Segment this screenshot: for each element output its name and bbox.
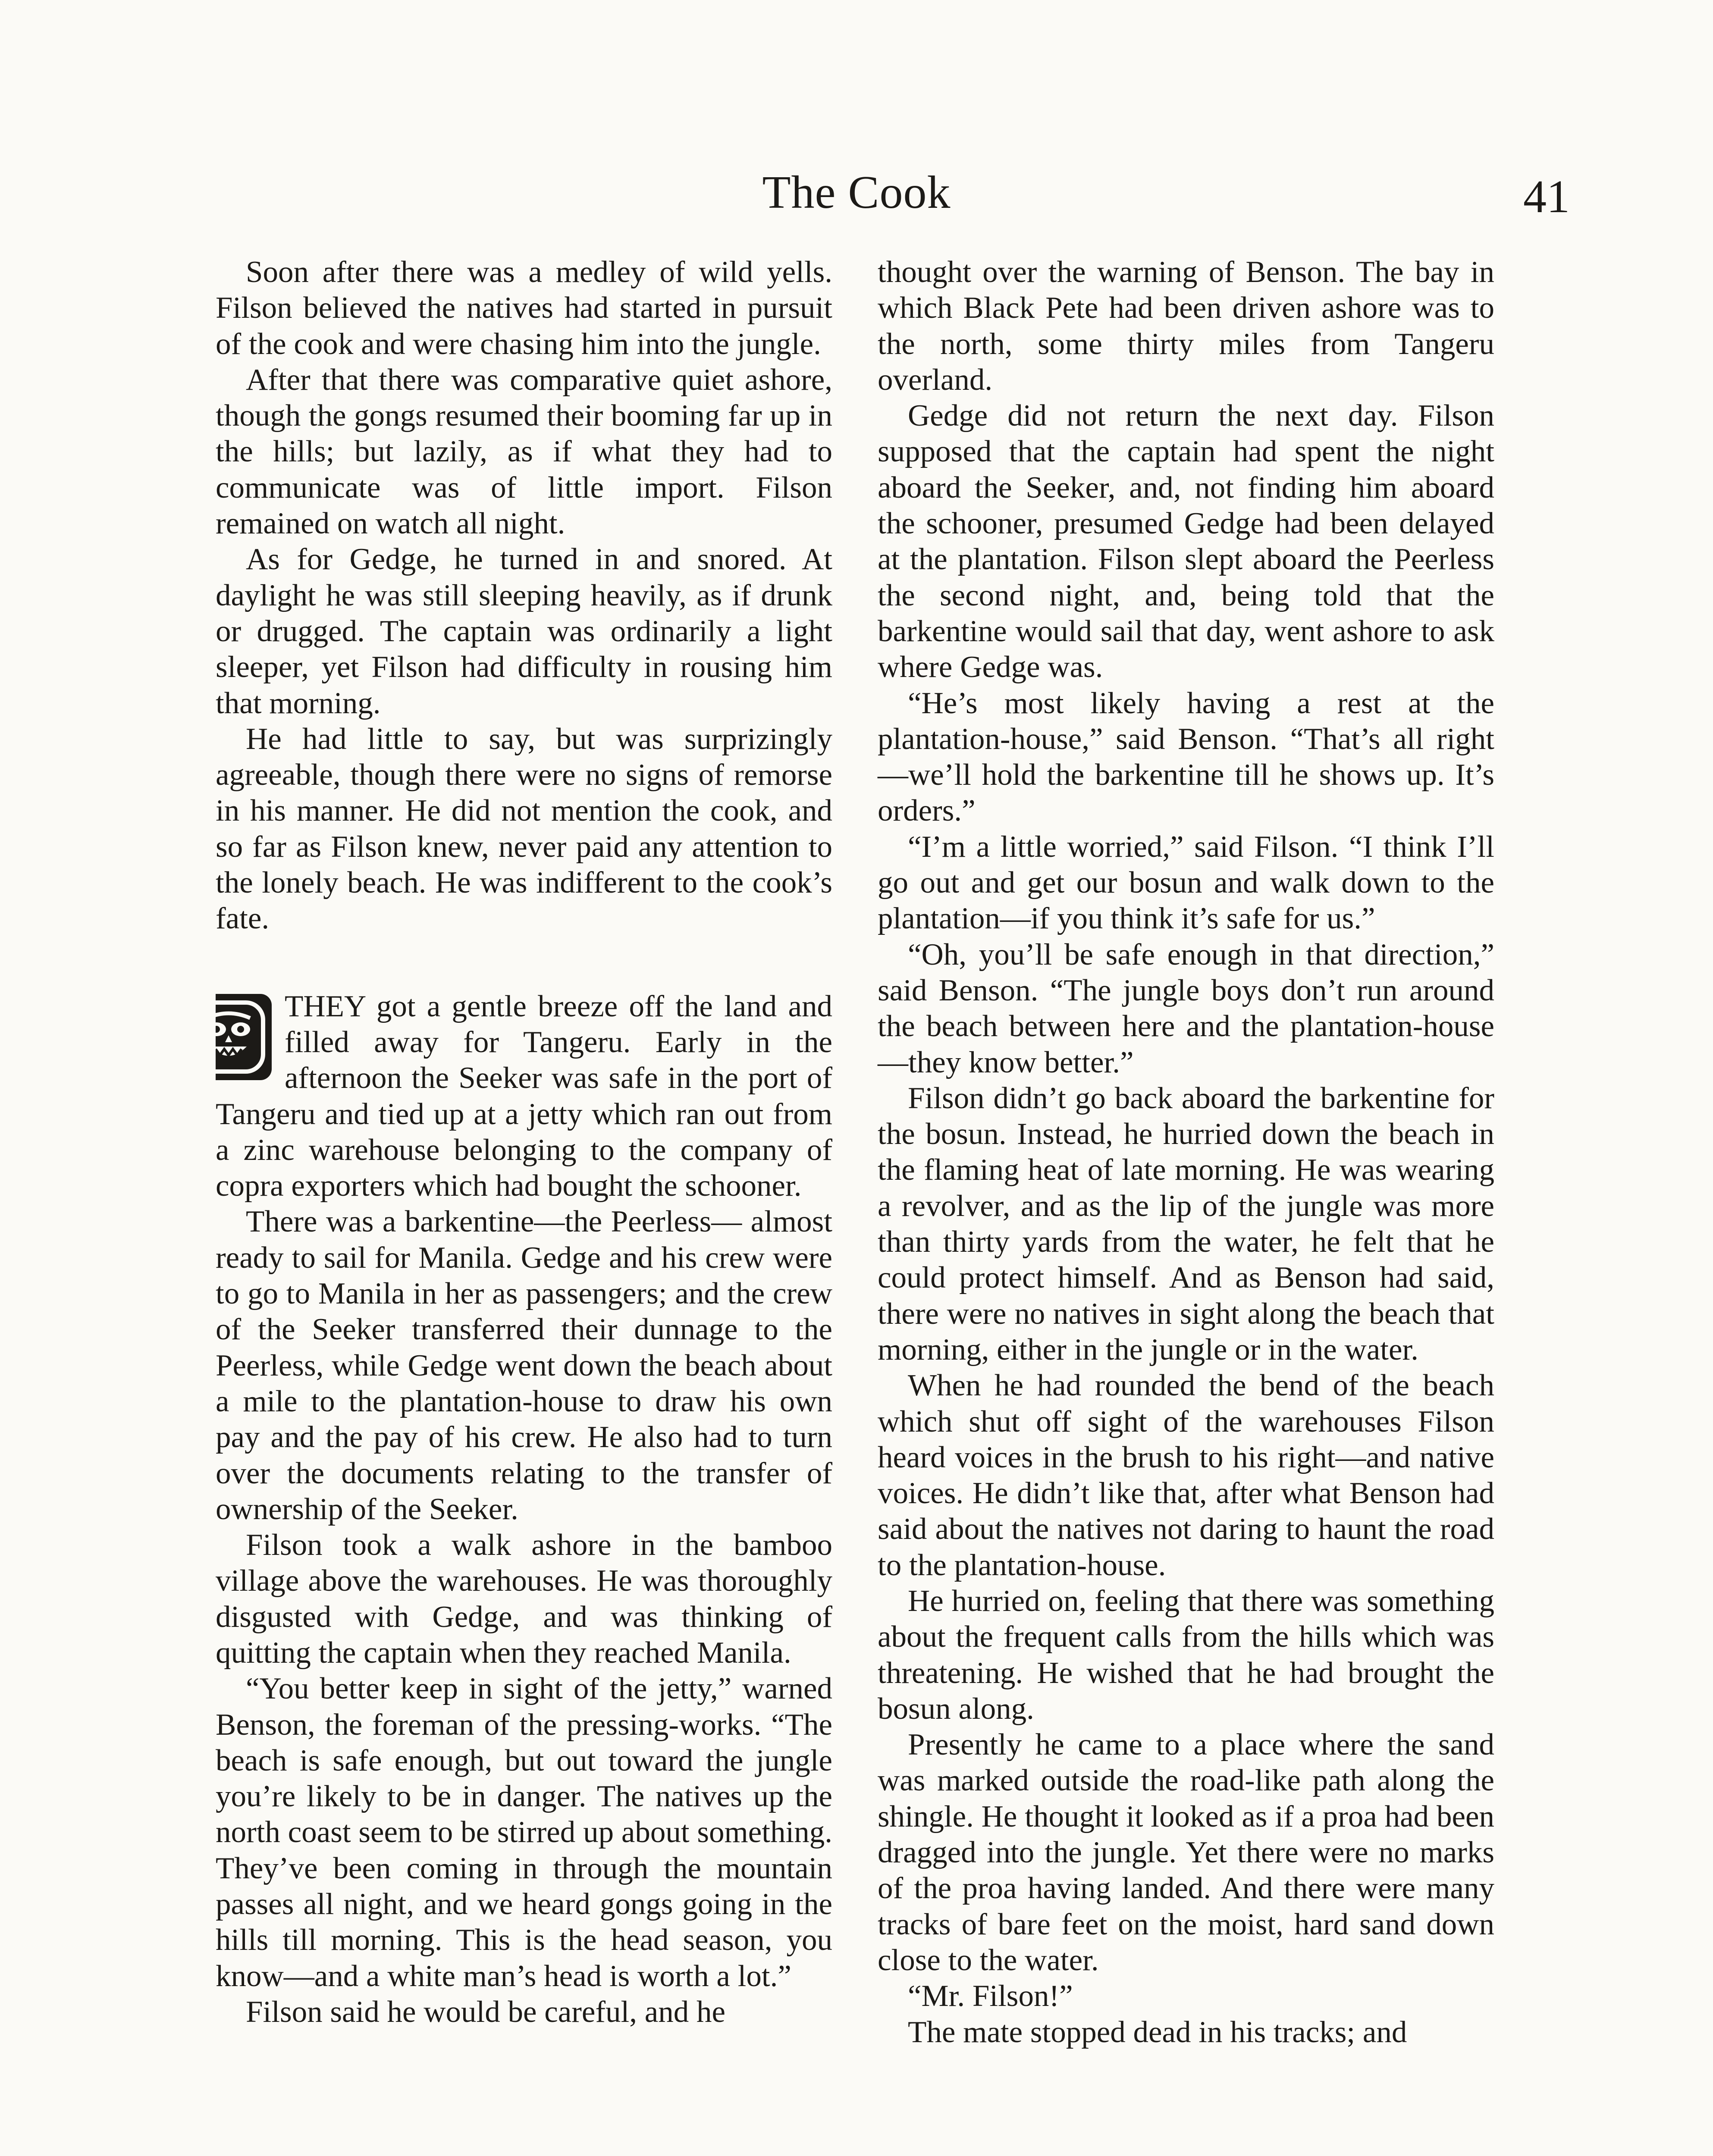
section-opening [216,989,832,1204]
continued-paragraph: thought over the warning of Benson. The bay in which Black Pete had been driven ashore was to the north, some thirty miles from Tangeru overland. [878,255,1494,397]
paragraph: Filson said he would be careful, and he [246,1995,726,2029]
running-title: The Cook [762,167,951,218]
paragraph: The mate stopped dead in his tracks; and [908,2015,1407,2049]
opening-paragraph: THEY got a gentle breeze off the land and filled away for Tangeru. Early in the afternoon the Seeker was safe in the port of Tangeru and tied up at a jetty which ran out from a zinc warehouse belonging to the company of copra exporters which had bought the schooner. [216,989,832,1203]
carved-mask-icon [216,994,272,1080]
page-header [0,0,1713,241]
paragraph: “He’s most likely having a rest at the plantation-house,” said Benson. “That’s all right—we’ll hold the barkentine till he shows up. It’s orders.” [878,686,1494,828]
paragraph: He had little to say, but was surprizingly agreeable, though there were no signs of remorse in his manner. He did not mention the cook, and so far as Filson knew, never paid any attention to the lonely beach. He was indifferent to the cook’s fate. [216,722,832,936]
paragraph: Soon after there was a medley of wild yells. Filson believed the natives had started in pursuit of the cook and were chasing him into the jungle. [216,255,832,361]
page-number: 41 [1523,171,1570,222]
paragraph: “Oh, you’ll be safe enough in that direction,” said Benson. “The jungle boys don’t run around the beach between here and the plantation-house—they know better.” [878,937,1494,1079]
paragraph: After that there was comparative quiet ashore, though the gongs resumed their booming far up in the hills; but lazily, as if what they had to communicate was of little import. Filson remained on watch all night. [216,363,832,541]
paragraph: “You better keep in sight of the jetty,” warned Benson, the foreman of the pressing-works. “The beach is safe enough, but out toward the jungle you’re likely to be in danger. The natives up the north coast seem to be stirred up about something. They’ve been coming in through the mountain passes all night, and we heard gongs going in the hills till morning. This is the head season, you know—and a white man’s head is worth a lot.” [216,1672,832,1993]
paragraph: Presently he came to a place where the sand was marked outside the road-like path along the shingle. He thought it looked as if a proa had been dragged into the jungle. Yet there were no marks of the proa having landed. And there were many tracks of bare feet on the moist, hard sand down close to the water. [878,1728,1494,1977]
right-column [878,254,1494,2050]
paragraph: Filson took a walk ashore in the bamboo village above the warehouses. He was thoroughly disgusted with Gedge, and was thinking of quitting the captain when they reached Manila. [216,1528,832,1670]
paragraph: “I’m a little worried,” said Filson. “I think I’ll go out and get our bosun and walk down to the plantation—if you think it’s safe for us.” [878,830,1494,936]
paragraph: As for Gedge, he turned in and snored. At daylight he was still sleeping heavily, as if drunk or drugged. The captain was ordinarily a light sleeper, yet Filson had difficulty in rousing him that morning. [216,542,832,720]
paragraph: When he had rounded the bend of the beach which shut off sight of the warehouses Filson heard voices in the brush to his right—and native voices. He didn’t like that, after what Benson had said about the natives not daring to haunt the road to the plantation-house. [878,1369,1494,1582]
paragraph: Filson didn’t go back aboard the barkentine for the bosun. Instead, he hurried down the beach in the flaming heat of late morning. He was wearing a revolver, and as the lip of the jungle was more than thirty yards from the water, he felt that he could protect himself. And as Benson had said, there were no natives in sight along the beach that morning, either in the jungle or in the water. [878,1081,1494,1366]
paragraph: Gedge did not return the next day. Filson supposed that the captain had spent the night aboard the Seeker, and, not finding him aboard the schooner, presumed Gedge had been delayed at the plantation. Filson slept aboard the Peerless the second night, and, being told that the barkentine would sail that day, went ashore to ask where Gedge was. [878,399,1494,684]
paragraph: “Mr. Filson!” [908,1979,1073,2013]
paragraph: He hurried on, feeling that there was something about the frequent calls from the hills which was threatening. He wished that he had brought the bosun along. [878,1584,1494,1726]
left-column [216,254,832,2030]
paragraph: There was a barkentine—the Peerless— almost ready to sail for Manila. Gedge and his crew were to go to Manila in her as passengers; and the crew of the Seeker transferred their dunnage to the Peerless, while Gedge went down the beach about a mile to the plantation-house to draw his own pay and the pay of his crew. He also had to turn over the documents relating to the transfer of ownership of the Seeker. [216,1205,832,1526]
